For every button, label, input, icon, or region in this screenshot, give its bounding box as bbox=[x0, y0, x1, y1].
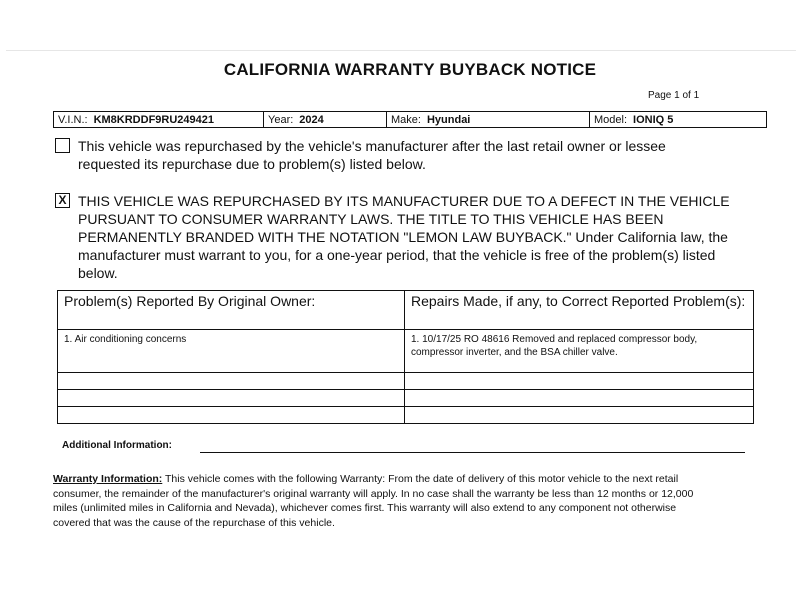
repair-header: Repairs Made, if any, to Correct Reported Problem(s): bbox=[405, 291, 754, 330]
option1-text: This vehicle was repurchased by the vehicle's manufacturer after the last retail owner or lessee requested its repurchase due to problem(s) listed below. bbox=[78, 138, 666, 172]
warranty-information bbox=[53, 472, 713, 530]
vin-label: V.I.N.: bbox=[58, 113, 88, 126]
document-title: CALIFORNIA WARRANTY BUYBACK NOTICE bbox=[223, 60, 597, 79]
empty-cell bbox=[58, 390, 405, 407]
make-cell bbox=[387, 112, 590, 127]
make-value: Hyundai bbox=[426, 113, 471, 126]
problem-cell: 1. Air conditioning concerns bbox=[58, 330, 405, 373]
empty-cell bbox=[405, 373, 754, 390]
table-row bbox=[58, 407, 754, 424]
option2-caps-text: THIS VEHICLE WAS REPURCHASED BY ITS MANUFACTURER DUE TO A DEFECT IN THE VEHICLE PURSUANT TO CONSUMER WARRANTY LAWS. THE TITLE TO THIS VEHICLE HAS BEEN PERMANENTLY BRANDED WITH THE NOTATION "LEMON LAW BUYBACK." bbox=[78, 193, 730, 245]
option1-checkbox[interactable] bbox=[55, 138, 70, 153]
model-cell bbox=[590, 112, 766, 127]
repair-cell: 1. 10/17/25 RO 48616 Removed and replaced compressor body, compressor inverter, and the BSA chiller valve. bbox=[405, 330, 754, 373]
option2-rest-text: Under California law, the manufacturer must warrant to you, for a one-year period, that the vehicle is free of the problem(s) listed below. bbox=[78, 229, 728, 281]
table-row bbox=[58, 373, 754, 390]
table-header-row bbox=[58, 291, 754, 330]
problem-header: Problem(s) Reported By Original Owner: bbox=[58, 291, 405, 330]
model-value: IONIQ 5 bbox=[633, 113, 674, 126]
option2-checkbox[interactable]: X bbox=[55, 193, 70, 208]
vin-cell bbox=[54, 112, 264, 127]
year-label: Year: bbox=[268, 113, 294, 126]
year-cell bbox=[264, 112, 387, 127]
empty-cell bbox=[58, 407, 405, 424]
vin-value: KM8KRDDF9RU249421 bbox=[93, 113, 214, 126]
model-label: Model: bbox=[594, 113, 628, 126]
additional-info-label: Additional Information: bbox=[62, 440, 172, 451]
vehicle-info-row bbox=[53, 111, 767, 128]
empty-cell bbox=[405, 390, 754, 407]
warranty-label: Warranty Information: bbox=[53, 473, 163, 485]
empty-cell bbox=[58, 373, 405, 390]
additional-info-line[interactable] bbox=[200, 452, 745, 453]
year-value: 2024 bbox=[299, 113, 324, 126]
table-row bbox=[58, 390, 754, 407]
page-indicator: Page 1 of 1 bbox=[648, 90, 700, 101]
warranty-text: This vehicle comes with the following Warranty: From the date of delivery of this motor vehicle to the next retail consumer, the remainder of the manufacturer's original warranty will apply. In no case shall the warranty be less than 12 months or 12,000 miles (unlimited miles in California and Nevada), whichever comes first. This warranty will also extend to any component not otherwise covered that was the cause of the repurchase of this vehicle. bbox=[53, 473, 694, 529]
make-label: Make: bbox=[391, 113, 421, 126]
table-row bbox=[58, 330, 754, 373]
problems-table bbox=[57, 290, 754, 424]
empty-cell bbox=[405, 407, 754, 424]
option2-text bbox=[78, 192, 758, 282]
